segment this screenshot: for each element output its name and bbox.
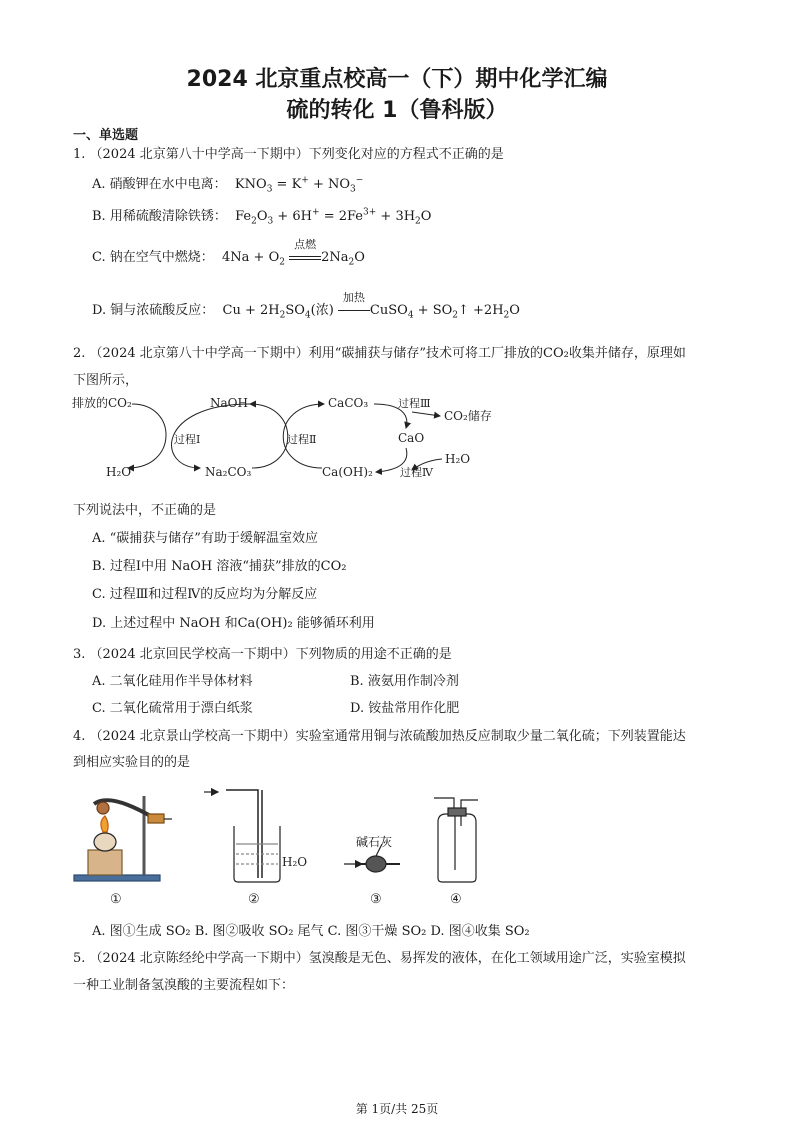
q2-stem-line1: 2. （2024 北京第八十中学高一下期中）利用“碳捕获与储存”技术可将工厂排放的CO₂收集并储存，原理如 bbox=[73, 346, 686, 361]
diagram-cao: CaO bbox=[398, 431, 425, 445]
arrow-to-co2-storage bbox=[412, 412, 440, 416]
q1-a-equation: $KNO_3 = K^+ + NO_3^-$ bbox=[230, 175, 364, 195]
diagram-h2o-right: H₂O bbox=[445, 452, 471, 466]
q3-stem: 3. （2024 北京回民学校高一下期中）下列物质的用途不正确的是 bbox=[73, 647, 452, 662]
carbon-capture-diagram bbox=[70, 390, 510, 490]
q1-c-equation: $4Na + O_2$ 点燃 $2Na_2O$ bbox=[217, 238, 365, 268]
arrow-emitted-to-h2o bbox=[128, 404, 166, 468]
diagram-process3: 过程Ⅲ bbox=[398, 397, 431, 410]
q3-option-a: A. 二氧化硅用作半导体材料 bbox=[92, 674, 253, 689]
q1-b-label: B. 用稀硫酸清除铁锈： bbox=[92, 209, 227, 224]
q3-option-d: D. 铵盐常用作化肥 bbox=[350, 701, 460, 716]
q1-stem: 1. （2024 北京第八十中学高一下期中）下列变化对应的方程式不正确的是 bbox=[73, 147, 504, 162]
figure-4-number: ④ bbox=[450, 892, 462, 907]
apparatus-figures bbox=[70, 778, 510, 910]
document-title: 2024 北京重点校高一（下）期中化学汇编 bbox=[186, 67, 608, 92]
figure-3-soda-lime-label: 碱石灰 bbox=[356, 835, 393, 849]
section-heading: 一、单选题 bbox=[73, 128, 139, 143]
figure-2-number: ② bbox=[248, 892, 260, 907]
q1-d-label: D. 铜与浓硫酸反应： bbox=[92, 303, 215, 318]
q1-option-c bbox=[92, 238, 365, 268]
figure-3-number: ③ bbox=[370, 892, 382, 907]
diagram-naoh: NaOH bbox=[210, 396, 248, 410]
q3-option-b: B. 液氨用作制冷剂 bbox=[350, 674, 459, 689]
q1-c-condition: 点燃 bbox=[294, 238, 317, 251]
q2-prompt: 下列说法中，不正确的是 bbox=[73, 503, 217, 518]
q3-option-c: C. 二氧化硫常用于漂白纸浆 bbox=[92, 701, 253, 716]
apparatus-2-beaker bbox=[204, 790, 280, 882]
q1-a-label: A. 硝酸钾在水中电离： bbox=[92, 177, 227, 192]
q2-option-a: A. “碳捕获与储存”有助于缓解温室效应 bbox=[92, 531, 318, 546]
figure-2-h2o-label: H₂O bbox=[282, 855, 308, 869]
figure-1-number: ① bbox=[110, 892, 122, 907]
diagram-emitted-co2: 排放的CO₂ bbox=[72, 396, 132, 410]
q2-stem-line2: 下图所示， bbox=[73, 373, 139, 388]
q2-option-b: B. 过程Ⅰ中用 NaOH 溶液“捕获”排放的CO₂ bbox=[92, 559, 347, 574]
q4-stem-line2: 到相应实验目的的是 bbox=[73, 755, 191, 770]
diagram-caco3: CaCO₃ bbox=[328, 396, 369, 410]
q1-option-d bbox=[92, 291, 520, 321]
q1-option-a bbox=[92, 173, 364, 195]
q4-options: A. 图①生成 SO₂ B. 图②吸收 SO₂ 尾气 C. 图③干燥 SO₂ D. 图④收集 SO₂ bbox=[92, 924, 530, 939]
q1-option-b bbox=[92, 205, 432, 227]
q4-stem-line1: 4. （2024 北京景山学校高一下期中）实验室通常用铜与浓硫酸加热反应制取少量二氧化硫；下列装置能达 bbox=[73, 729, 686, 744]
diagram-co2-storage: CO₂储存 bbox=[444, 409, 492, 423]
diagram-process1: 过程Ⅰ bbox=[174, 433, 201, 446]
q1-b-equation: $Fe_2O_3 + 6H^+ = 2Fe^{3+} + 3H_2O$ bbox=[230, 207, 432, 227]
diagram-h2o-left: H₂O bbox=[106, 465, 132, 479]
diagram-na2co3: Na₂CO₃ bbox=[205, 465, 252, 479]
apparatus-4-gas-bottle bbox=[434, 798, 478, 882]
q1-c-label: C. 钠在空气中燃烧： bbox=[92, 250, 214, 265]
q1-d-condition: 加热 bbox=[342, 291, 365, 304]
q2-option-c: C. 过程Ⅲ和过程Ⅳ的反应均为分解反应 bbox=[92, 587, 318, 602]
arrow-na2co3-to-naoh bbox=[250, 404, 288, 468]
page-footer: 第 1页/共 25页 bbox=[355, 1102, 439, 1116]
diagram-caoh2: Ca(OH)₂ bbox=[322, 465, 373, 479]
apparatus-1-heating-setup bbox=[74, 796, 172, 881]
diagram-process2: 过程Ⅱ bbox=[287, 433, 317, 446]
q1-d-equation: $Cu + 2H_2SO_4$(浓) 加热 CuSO$_4$ + $SO_2↑ +2H_2O$ bbox=[218, 291, 520, 321]
document-subtitle: 硫的转化 1（鲁科版） bbox=[286, 98, 508, 123]
q2-option-d: D. 上述过程中 NaOH 和Ca(OH)₂ 能够循环利用 bbox=[92, 616, 375, 631]
q5-stem-line2: 一种工业制备氢溴酸的主要流程如下： bbox=[73, 978, 295, 993]
q5-stem-line1: 5. （2024 北京陈经纶中学高一下期中）氢溴酸是无色、易挥发的液体，在化工领域用途广泛，实验室模拟 bbox=[73, 951, 686, 966]
diagram-process4: 过程Ⅳ bbox=[400, 466, 433, 479]
